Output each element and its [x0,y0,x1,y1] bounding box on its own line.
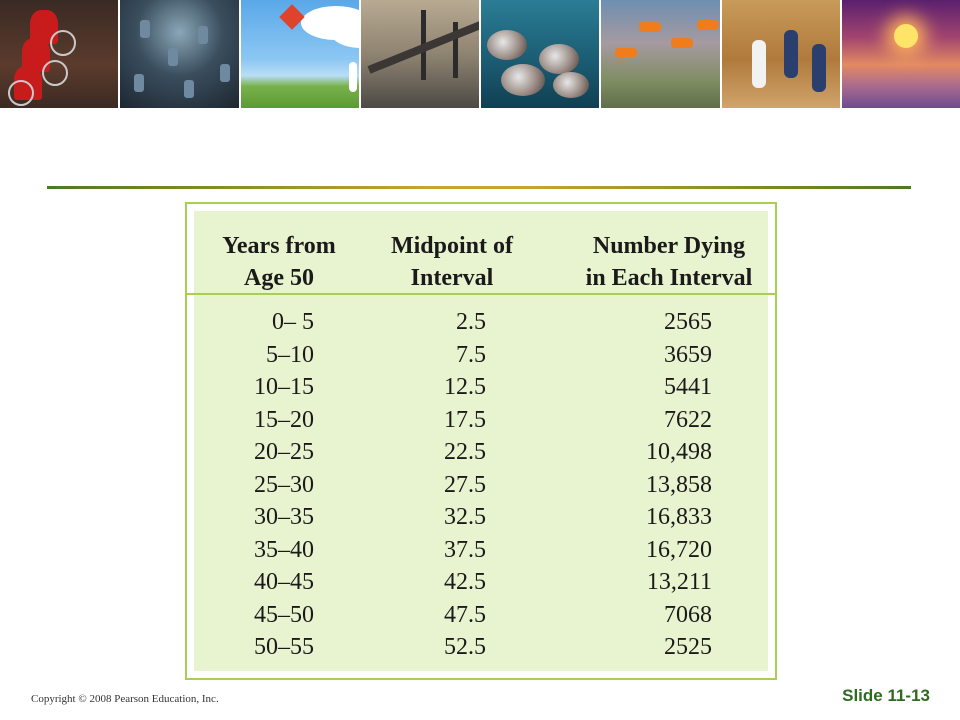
table-row [0,501,960,533]
table-row [0,339,960,371]
table-row [0,371,960,403]
fish-photo [479,0,599,108]
cell-interval: 25–30 [254,471,314,498]
table-row [0,469,960,501]
cell-interval: 10–15 [254,374,314,400]
header-line: Interval [410,265,494,291]
cell-midpoint: 37.5 [444,536,486,563]
kite-photo [239,0,359,108]
cell-interval: 45–50 [254,601,314,628]
cell-midpoint: 32.5 [444,504,486,530]
table-row [0,566,960,598]
cell-interval: 50–55 [254,634,314,660]
cell-interval: 35–40 [254,536,314,563]
table-row [0,599,960,631]
cell-interval: 15–20 [254,406,314,433]
crowd-photo [118,0,238,108]
header-midpoint-of-interval [377,230,527,294]
cell-number-dying: 3659 [664,341,712,368]
cell-midpoint: 47.5 [444,601,486,628]
cell-number-dying: 16,833 [646,504,712,530]
cell-midpoint: 42.5 [444,569,486,595]
cell-number-dying: 13,211 [646,569,712,595]
cell-midpoint: 12.5 [444,374,486,400]
cell-midpoint: 7.5 [456,341,486,368]
cell-interval: 20–25 [254,439,314,465]
cell-number-dying: 7622 [664,406,712,433]
header-number-dying [569,230,769,294]
cyclists-photo [0,0,118,108]
cell-interval: 5–10 [266,341,314,368]
table-row [0,631,960,663]
skydivers-photo [599,0,719,108]
header-line: Number Dying [592,233,746,259]
cell-number-dying: 2525 [664,634,712,660]
cell-interval: 40–45 [254,569,314,595]
table-row [0,306,960,338]
cell-interval: 30–35 [254,504,314,530]
cell-number-dying: 7068 [664,601,712,628]
header-years-from-age-50 [199,230,359,294]
table-row [0,404,960,436]
header-line: Midpoint of [390,233,513,259]
cell-number-dying: 10,498 [646,439,712,465]
slide-number: Slide 11-13 [842,686,930,705]
cell-midpoint: 17.5 [444,406,486,433]
cell-number-dying: 16,720 [646,536,712,563]
cell-interval: 0– 5 [272,309,314,335]
title-divider [47,186,911,189]
table-row [0,534,960,566]
copyright-notice: Copyright © 2008 Pearson Education, Inc. [31,693,219,705]
cell-number-dying: 2565 [664,309,712,335]
header-line: Age 50 [244,265,314,291]
header-line: Years from [222,233,336,259]
table-row [0,436,960,468]
photo-banner [0,0,960,108]
cell-midpoint: 27.5 [444,471,486,498]
cell-midpoint: 22.5 [444,439,486,465]
sunset-photo [840,0,960,108]
header-line: in Each Interval [585,265,753,291]
bridge-photo [359,0,479,108]
cell-midpoint: 2.5 [456,309,486,335]
cell-number-dying: 13,858 [646,471,712,498]
basketball-photo [720,0,840,108]
cell-midpoint: 52.5 [444,634,486,660]
cell-number-dying: 5441 [664,374,712,400]
